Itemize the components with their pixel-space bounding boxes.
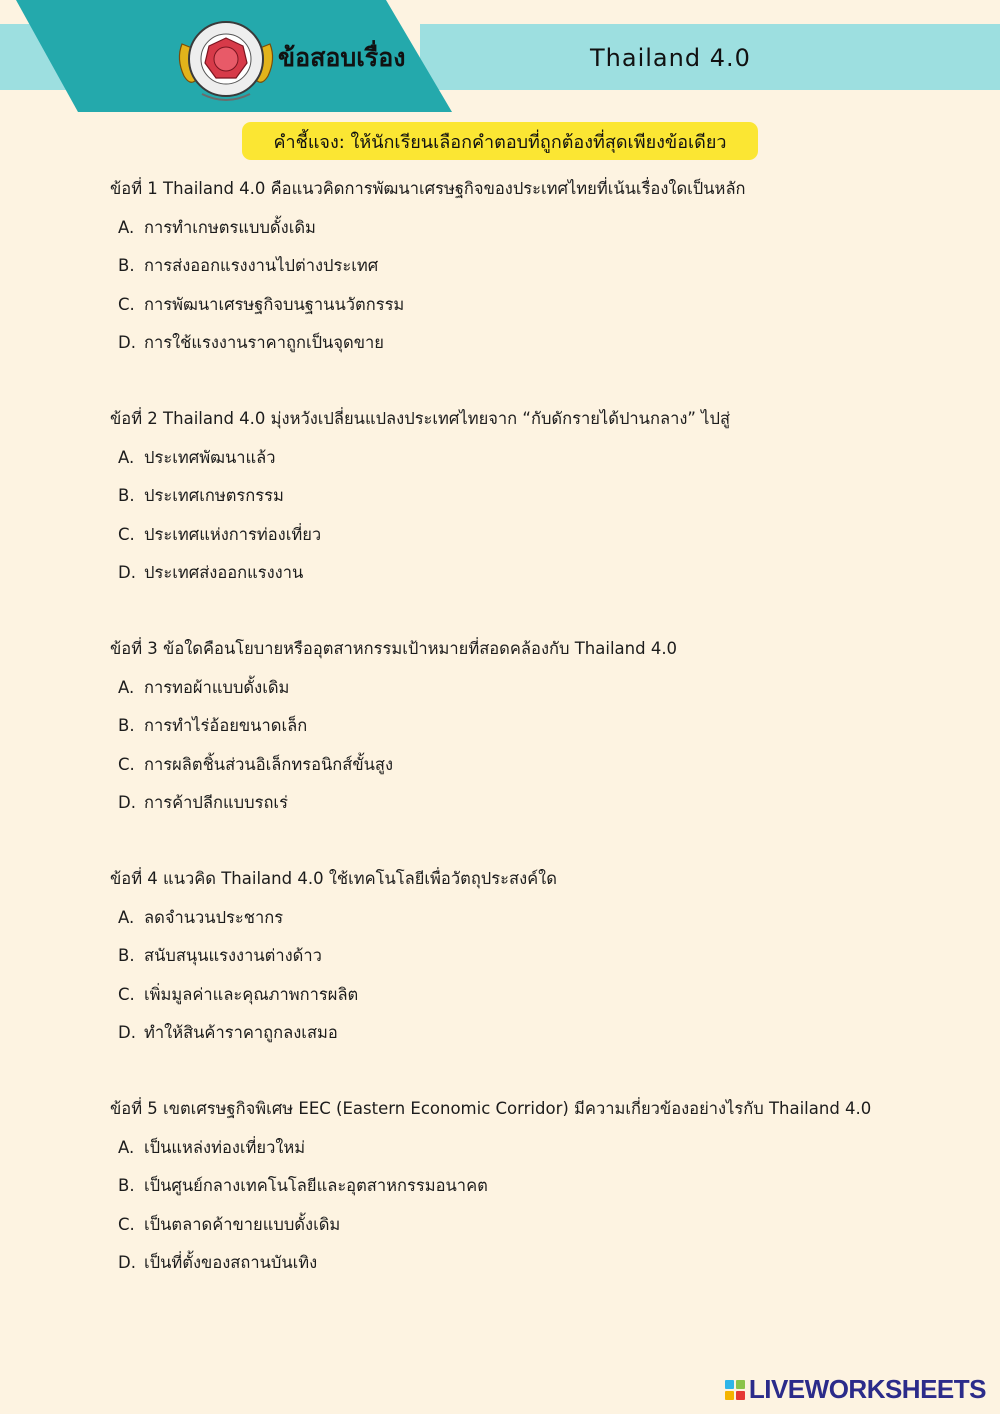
option-d[interactable]	[118, 790, 990, 816]
liveworksheets-logo[interactable]	[725, 1374, 986, 1405]
option-text: ประเทศแห่งการท่องเที่ยว	[144, 524, 322, 544]
option-a[interactable]	[118, 445, 990, 471]
option-b[interactable]	[118, 253, 990, 279]
option-letter: D.	[118, 333, 136, 352]
question-text: ข้อที่ 1 Thailand 4.0 คือแนวคิดการพัฒนาเศรษฐกิจของประเทศไทยที่เน้นเรื่องใดเป็นหลัก	[110, 179, 746, 198]
option-d[interactable]	[118, 1250, 990, 1276]
option-text: การทอผ้าแบบดั้งเดิม	[144, 677, 290, 697]
option-letter: B.	[118, 1176, 135, 1195]
question-text: ข้อที่ 4 แนวคิด Thailand 4.0 ใช้เทคโนโลยีเพื่อวัตถุประสงค์ใด	[110, 869, 557, 888]
option-b[interactable]	[118, 943, 990, 969]
option-text: การผลิตชิ้นส่วนอิเล็กทรอนิกส์ขั้นสูง	[144, 754, 394, 774]
option-b[interactable]	[118, 1173, 990, 1199]
option-text: การพัฒนาเศรษฐกิจบนฐานนวัตกรรม	[144, 294, 405, 314]
option-letter: B.	[118, 486, 135, 505]
option-a[interactable]	[118, 215, 990, 241]
option-text: การทำเกษตรแบบดั้งเดิม	[144, 217, 316, 237]
question-text: ข้อที่ 2 Thailand 4.0 มุ่งหวังเปลี่ยนแปลงประเทศไทยจาก “กับดักรายได้ปานกลาง” ไปสู่	[110, 409, 731, 428]
option-text: ประเทศพัฒนาแล้ว	[144, 447, 276, 467]
option-letter: A.	[118, 1137, 135, 1157]
option-b[interactable]	[118, 713, 990, 739]
option-d[interactable]	[118, 560, 990, 586]
instruction-banner: คำชี้แจง: ให้นักเรียนเลือกคำตอบที่ถูกต้องที่สุดเพียงข้อเดียว	[242, 122, 758, 160]
option-letter: C.	[118, 524, 135, 544]
option-letter: B.	[118, 946, 135, 965]
option-letter: D.	[118, 1023, 136, 1042]
option-letter: C.	[118, 754, 135, 774]
option-d[interactable]	[118, 1020, 990, 1046]
option-text: เป็นตลาดค้าขายแบบดั้งเดิม	[144, 1214, 341, 1234]
question-5	[110, 1096, 990, 1326]
option-letter: A.	[118, 677, 135, 697]
option-letter: C.	[118, 1214, 135, 1234]
option-text: ประเทศเกษตรกรรม	[144, 486, 284, 505]
question-3	[110, 636, 990, 866]
option-c[interactable]	[118, 1212, 990, 1238]
option-letter: D.	[118, 793, 136, 812]
question-list	[110, 176, 990, 1326]
option-letter: B.	[118, 716, 135, 735]
brand-name: LIVEWORKSHEETS	[748, 1374, 986, 1404]
question-2	[110, 406, 990, 636]
option-text: เป็นศูนย์กลางเทคโนโลยีและอุตสาหกรรมอนาคต	[144, 1176, 488, 1195]
option-text: การใช้แรงงานราคาถูกเป็นจุดขาย	[144, 333, 384, 352]
option-letter: A.	[118, 217, 135, 237]
question-text: ข้อที่ 5 เขตเศรษฐกิจพิเศษ EEC (Eastern Economic Corridor) มีความเกี่ยวข้องอย่างไรกับ Thailand 4.0	[110, 1099, 872, 1118]
option-c[interactable]	[118, 522, 990, 548]
option-text: การทำไร่อ้อยขนาดเล็ก	[144, 716, 308, 735]
header-title-left: ข้อสอบเรื่อง	[278, 43, 406, 72]
option-letter: C.	[118, 984, 135, 1004]
option-text: ประเทศส่งออกแรงงาน	[144, 563, 304, 582]
option-text: เป็นแหล่งท่องเที่ยวใหม่	[144, 1137, 306, 1157]
option-text: การส่งออกแรงงานไปต่างประเทศ	[144, 256, 379, 275]
liveworksheets-icon	[725, 1380, 745, 1400]
option-letter: D.	[118, 563, 136, 582]
option-letter: A.	[118, 447, 135, 467]
option-letter: C.	[118, 294, 135, 314]
option-d[interactable]	[118, 330, 990, 356]
option-b[interactable]	[118, 483, 990, 509]
option-letter: B.	[118, 256, 135, 275]
option-a[interactable]	[118, 905, 990, 931]
option-text: เพิ่มมูลค่าและคุณภาพการผลิต	[144, 984, 359, 1004]
option-letter: D.	[118, 1253, 136, 1272]
option-text: สนับสนุนแรงงานต่างด้าว	[144, 946, 322, 965]
question-4	[110, 866, 990, 1096]
option-text: ทำให้สินค้าราคาถูกลงเสมอ	[144, 1023, 338, 1042]
option-a[interactable]	[118, 1135, 990, 1161]
option-c[interactable]	[118, 752, 990, 778]
option-text: ลดจำนวนประชากร	[144, 907, 284, 927]
question-1	[110, 176, 990, 406]
option-text: เป็นที่ตั้งของสถานบันเทิง	[144, 1253, 318, 1272]
option-letter: A.	[118, 907, 135, 927]
question-text: ข้อที่ 3 ข้อใดคือนโยบายหรืออุตสาหกรรมเป้าหมายที่สอดคล้องกับ Thailand 4.0	[110, 639, 678, 658]
school-logo	[174, 14, 278, 104]
option-a[interactable]	[118, 675, 990, 701]
header-title-right: Thailand 4.0	[590, 44, 751, 72]
option-c[interactable]	[118, 292, 990, 318]
option-text: การค้าปลีกแบบรถเร่	[144, 793, 288, 812]
option-c[interactable]	[118, 982, 990, 1008]
